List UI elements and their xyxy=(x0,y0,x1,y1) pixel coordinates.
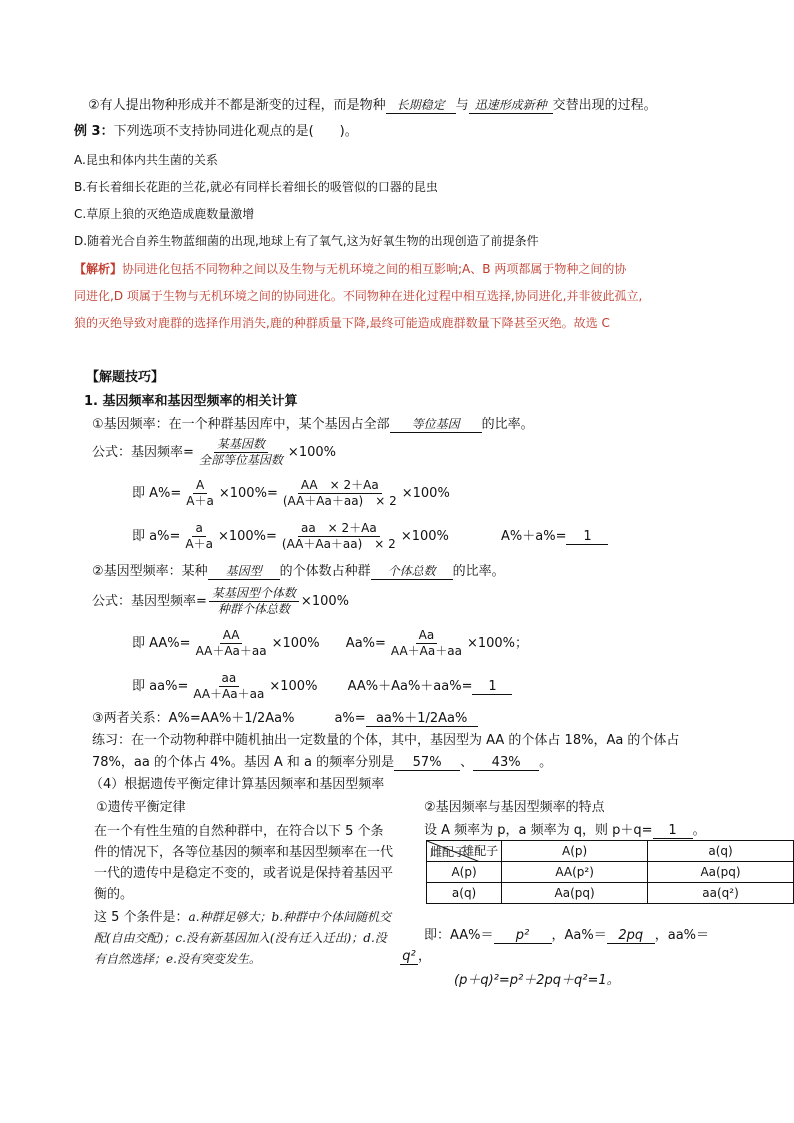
gene-freq-text: ①基因频率：在一个种群基因库中，某个基因占全部 xyxy=(92,417,390,432)
ji-mid-1: ，Aa%＝ xyxy=(551,928,607,943)
section4-title: （4）根据遗传平衡定律计算基因频率和基因型频率 xyxy=(90,777,385,792)
fraction-num: AA × 2＋Aa xyxy=(298,478,382,494)
char-line xyxy=(424,822,706,840)
relation-line xyxy=(92,710,478,728)
fraction-a xyxy=(182,521,216,552)
practice-post: 。 xyxy=(539,755,553,770)
option-d: D.随着光合自养生物蓝细菌的出现,地球上有了氧气,这为好氧生物的出现创造了前提条件 xyxy=(74,234,539,248)
gene-freq-def xyxy=(92,416,534,434)
equals: = xyxy=(266,529,277,544)
ji-post: ， xyxy=(418,949,432,964)
option-a: A.昆虫和体内共生菌的关系 xyxy=(74,153,218,167)
times-100: ×100% xyxy=(217,529,267,544)
fraction-num: Aa xyxy=(416,628,438,644)
relation-blank: aa%＋1/2Aa% xyxy=(366,711,478,727)
ji-text: 即：AA%＝ xyxy=(424,928,494,943)
ji-line xyxy=(424,927,709,945)
example3-label: 例 3： xyxy=(74,124,114,139)
times-100: ×100% xyxy=(300,594,349,609)
cell-11: AA(p²) xyxy=(502,862,648,883)
genotype-mid: 的个体数占种群 xyxy=(279,564,371,579)
genotype-blank-1: 基因型 xyxy=(208,564,280,580)
fraction-num: 某基因型个体数 xyxy=(209,586,299,602)
fraction-A2 xyxy=(280,478,400,509)
analysis-text-1: 协同进化包括不同物种之间以及生物与无机环境之间的相互影响;A、B 两项都属于物种之间的协 xyxy=(122,262,627,276)
formula-aa xyxy=(132,671,512,702)
example3-question xyxy=(74,123,358,141)
male-gamete-label: 雄配子 xyxy=(462,844,499,858)
q2-blank-1: 长期稳定 xyxy=(386,98,456,114)
times-100: ×100% xyxy=(271,636,320,651)
fraction-num: aa × 2＋Aa xyxy=(298,521,380,537)
fraction-num: aa xyxy=(219,671,240,687)
ji-blank-2: 2pq xyxy=(607,928,655,944)
ji-blank-1: p² xyxy=(494,928,552,944)
fraction-Aa xyxy=(388,628,465,659)
fraction-num: a xyxy=(192,521,205,537)
practice-line-2 xyxy=(92,754,552,772)
genotype-blank-2: 个体总数 xyxy=(371,564,453,580)
q2-text: ②有人提出物种形成并不都是渐变的过程，而是物种 xyxy=(88,98,386,113)
fraction-den: AA＋Aa＋aa xyxy=(193,687,265,701)
ji-line-2 xyxy=(400,948,431,966)
genotype-def xyxy=(92,563,505,581)
a-pct-label: a%= xyxy=(149,529,181,544)
hw-text: 在一个有性生殖的自然种群中，在符合以下 5 个条件的情况下，各等位基因的频率和基因型频率在一代一代的遗传中是稳定不变的，或者说是保持着基因平衡的。 xyxy=(94,824,394,902)
fraction-den: (AA＋Aa＋aa) × 2 xyxy=(281,537,396,551)
Aa-pct-label: Aa%= xyxy=(345,636,386,651)
punnett-table xyxy=(426,840,794,904)
formula-label: 公式：基因频率= xyxy=(92,445,194,460)
sum2-label: AA%＋Aa%＋aa%= xyxy=(347,679,473,694)
table-corner xyxy=(427,841,502,862)
analysis-line-2: 同进化,D 项属于生物与无机环境之间的协同进化。不同物种在进化过程中相互选择,协同进化,并非彼此孤立, xyxy=(74,289,643,303)
fraction-num: AA xyxy=(220,628,243,644)
practice-blank-1: 57% xyxy=(394,755,460,771)
formula2-label: 公式：基因型频率= xyxy=(92,594,207,609)
fraction-a2 xyxy=(279,521,399,552)
formula-genotype-freq xyxy=(92,586,349,617)
char-text: 设 A 频率为 p，a 频率为 q，则 p＋q= xyxy=(424,823,653,838)
fraction-den: A＋a xyxy=(186,494,214,508)
formula-gene-freq xyxy=(92,437,336,468)
q2-blank-2: 迅速形成新种 xyxy=(469,98,553,114)
practice-sep: 、 xyxy=(460,755,474,770)
practice-line-1: 练习：在一个动物种群中随机抽出一定数量的个体，其中，基因型为 AA 的个体占 18%，Aa 的个体占 xyxy=(92,733,680,748)
fraction-den: 全部等位基因数 xyxy=(198,453,283,467)
expansion-line: (p＋q)²=p²＋2pq＋q²=1。 xyxy=(454,973,620,988)
ji-label: 即 xyxy=(132,529,146,544)
hw-cond-text: a.种群足够大；b.种群中个体间随机交配(自由交配)；c.没有新基因加入(没有迁入迁出)；d.没有自然选择；e.没有突变发生。 xyxy=(94,910,392,966)
cell-21: Aa(pq) xyxy=(502,883,648,904)
fraction-gene xyxy=(196,437,286,468)
fraction-AA xyxy=(193,628,270,659)
option-c: C.草原上狼的灭绝造成鹿数量激增 xyxy=(74,207,255,221)
female-gamete-label: 雌配子 xyxy=(430,845,467,859)
col-header-1: A(p) xyxy=(502,841,648,862)
times-100: ×100% xyxy=(400,529,449,544)
char-title: ②基因频率与基因型频率的特点 xyxy=(424,800,605,815)
times-100: ×100% xyxy=(269,679,318,694)
ji-label: 即 xyxy=(132,486,146,501)
q2-post: 交替出现的过程。 xyxy=(552,98,657,113)
relation-mid: a%= xyxy=(334,711,366,726)
fraction-A xyxy=(183,478,217,509)
ji-label: 即 xyxy=(132,679,146,694)
hw-cond-pre: 这 5 个条件是： xyxy=(94,910,189,925)
fraction-den: AA＋Aa＋aa xyxy=(390,644,462,658)
example3-question-text: 下列选项不支持协同进化观点的是( )。 xyxy=(113,124,358,139)
sum2-blank: 1 xyxy=(472,679,512,695)
gene-freq-blank: 等位基因 xyxy=(390,417,482,433)
row-header-2: a(q) xyxy=(427,883,502,904)
practice-blank-2: 43% xyxy=(473,755,539,771)
option-b: B.有长着细长花距的兰花,就必有同样长着细长的吸管似的口器的昆虫 xyxy=(74,180,438,194)
genotype-post: 的比率。 xyxy=(452,564,505,579)
times-100-semi: ×100%； xyxy=(466,636,528,651)
cell-22: aa(q²) xyxy=(648,883,794,904)
fraction-den: 种群个体总数 xyxy=(217,602,290,616)
hw-conditions xyxy=(94,907,396,970)
ji-blank-3: q² xyxy=(400,949,418,965)
fraction-den: AA＋Aa＋aa xyxy=(195,644,267,658)
formula-A-pct xyxy=(132,478,450,509)
analysis-line-1 xyxy=(74,260,626,278)
gene-freq-post: 的比率。 xyxy=(481,417,534,432)
tips-heading: 【解题技巧】 xyxy=(86,370,165,385)
section1-title: 1. 基因频率和基因型频率的相关计算 xyxy=(84,394,298,409)
practice-text: 78%，aa 的个体占 4%。基因 A 和 a 的频率分别是 xyxy=(92,755,395,770)
q2-mid: 与 xyxy=(455,98,469,113)
col-header-2: a(q) xyxy=(648,841,794,862)
fraction-den: A＋a xyxy=(185,537,213,551)
q2-line xyxy=(88,97,657,115)
row-header-1: A(p) xyxy=(427,862,502,883)
analysis-line-3: 狼的灭绝导致对鹿群的选择作用消失,鹿的种群质量下降,最终可能造成鹿群数量下降甚至灭绝。故选 C xyxy=(74,316,610,330)
genotype-text: ②基因型频率：某种 xyxy=(92,564,208,579)
sum-label: A%＋a%= xyxy=(501,529,567,544)
aa-pct-label: aa%= xyxy=(149,679,189,694)
cell-12: Aa(pq) xyxy=(648,862,794,883)
A-pct-label: A%= xyxy=(149,486,182,501)
sum-blank: 1 xyxy=(566,529,608,545)
fraction-num: 某基因数 xyxy=(214,437,268,453)
ji-label: 即 xyxy=(132,636,146,651)
ji-mid-2: ，aa%＝ xyxy=(654,928,710,943)
formula-AA-Aa xyxy=(132,628,528,659)
fraction-aa xyxy=(190,671,267,702)
formula-a-pct xyxy=(132,521,608,552)
AA-pct-label: AA%= xyxy=(149,636,191,651)
relation-text: ③两者关系：A%=AA%＋1/2Aa% xyxy=(92,711,295,726)
times-100: ×100% xyxy=(401,486,450,501)
times-100: ×100% xyxy=(218,486,267,501)
hw-title: ①遗传平衡定律 xyxy=(96,800,186,815)
equals: = xyxy=(266,486,278,501)
fraction-genotype xyxy=(209,586,299,617)
fraction-den: (AA＋Aa＋aa) × 2 xyxy=(282,494,397,508)
analysis-label: 【解析】 xyxy=(74,262,123,276)
char-blank: 1 xyxy=(653,823,693,839)
times-100: ×100% xyxy=(287,445,336,460)
char-post: 。 xyxy=(692,823,706,838)
fraction-num: A xyxy=(193,478,207,494)
